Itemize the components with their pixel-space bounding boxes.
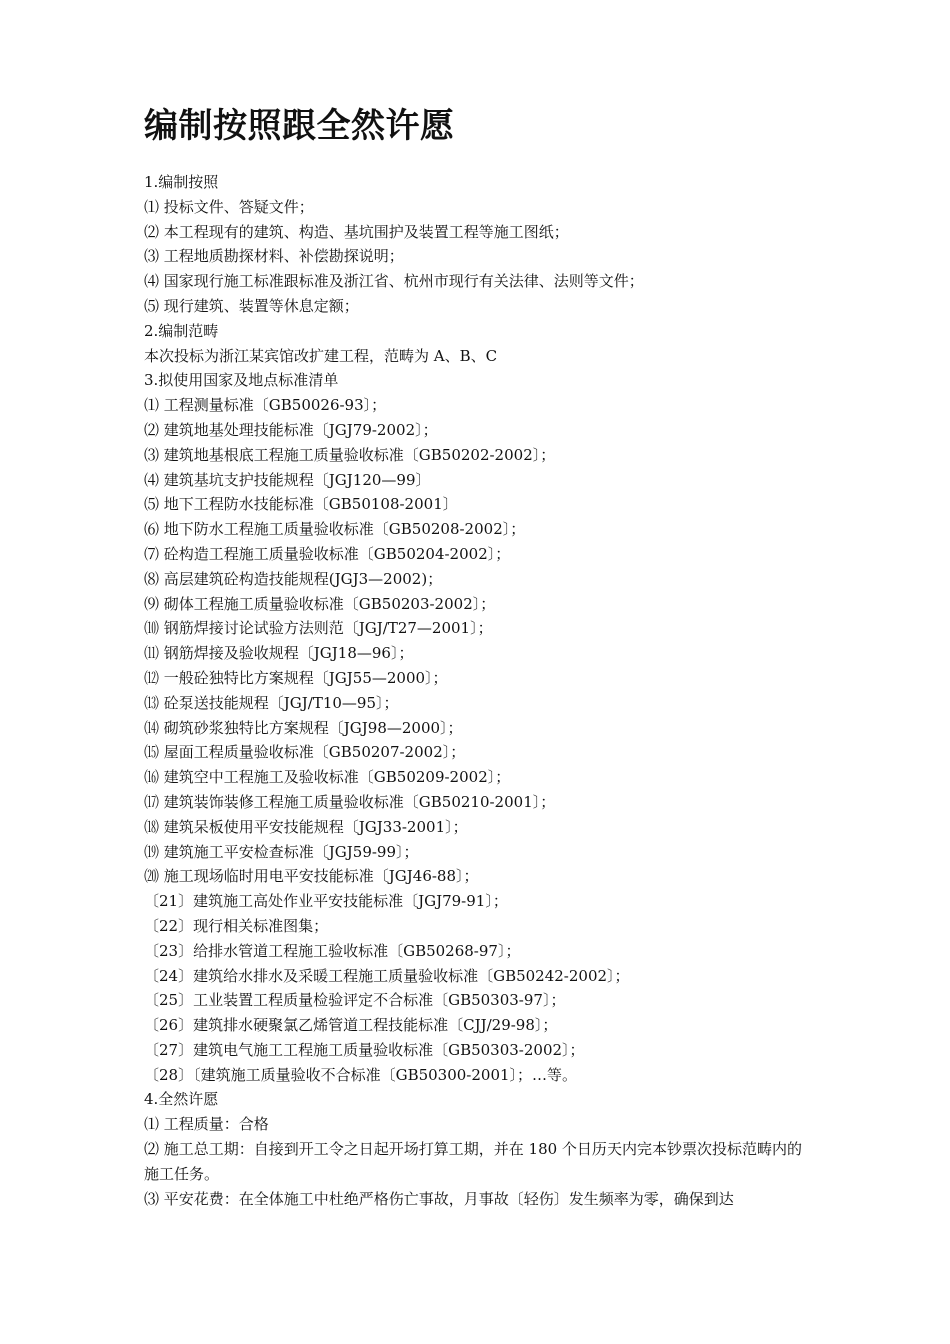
text-line: 〔24〕建筑给水排水及采暖工程施工质量验收标准〔GB50242-2002〕；: [144, 966, 630, 985]
text-line: ⒆ 建筑施工平安检查标准〔JGJ59-99〕；: [144, 842, 419, 861]
text-line: ⒀ 砼泵送技能规程〔JGJ/T10—95〕；: [144, 693, 399, 712]
text-line: ⑴ 投标文件、答疑文件；: [144, 197, 314, 216]
text-line: ⑵ 本工程现有的建筑、构造、基坑围护及装置工程等施工图纸；: [144, 222, 569, 241]
text-line: ⒃ 建筑空中工程施工及验收标准〔GB50209-2002〕；: [144, 768, 511, 787]
text-line: 〔28〕〔建筑施工质量验收不合标准〔GB50300-2001〕；…等。: [144, 1065, 578, 1084]
text-line: ⒇ 施工现场临时用电平安技能标准〔JGJ46-88〕；: [144, 867, 479, 886]
text-line: ⑴ 工程质量：合格: [144, 1115, 269, 1134]
text-line: ⑴ 工程测量标准〔GB50026-93〕；: [144, 396, 387, 415]
text-line: 〔26〕建筑排水硬聚氯乙烯管道工程技能标准〔CJJ/29-98〕；: [144, 1016, 558, 1035]
text-line: ⑸ 现行建筑、装置等休息定额；: [144, 296, 359, 315]
text-line: ⒂ 屋面工程质量验收标准〔GB50207-2002〕；: [144, 743, 466, 762]
text-line: ⑿ 一般砼独特比方案规程〔JGJ55—2000〕；: [144, 668, 448, 687]
text-line: 〔22〕现行相关标准图集；: [144, 916, 329, 935]
text-line: 〔23〕给排水管道工程施工验收标准〔GB50268-97〕；: [144, 941, 521, 960]
text-line: ⑼ 砌体工程施工质量验收标准〔GB50203-2002〕；: [144, 594, 496, 613]
text-line: 1.编制按照: [144, 173, 219, 191]
text-line: ⒁ 砌筑砂浆独特比方案规程〔JGJ98—2000〕；: [144, 718, 463, 737]
text-line: 〔25〕工业装置工程质量检验评定不合标准〔GB50303-97〕；: [144, 991, 566, 1010]
text-line: ⑷ 国家现行施工标准跟标准及浙江省、杭州市现行有关法律、法则等文件；: [144, 272, 644, 291]
text-line: 本次投标为浙江某宾馆改扩建工程，范畴为 A、B、C: [144, 346, 498, 365]
text-line: 〔21〕建筑施工高处作业平安技能标准〔JGJ79-91〕；: [144, 892, 508, 911]
text-line: ⑶ 工程地质勘探材料、补偿勘探说明；: [144, 247, 404, 266]
text-line: ⒄ 建筑装饰装修工程施工质量验收标准〔GB50210-2001〕；: [144, 792, 556, 811]
text-line: ⑷ 建筑基坑支护技能规程〔JGJ120—99〕: [144, 470, 431, 489]
text-line: ⒅ 建筑呆板使用平安技能规程〔JGJ33-2001〕；: [144, 817, 468, 836]
text-line: ⑸ 地下工程防水技能标准〔GB50108-2001〕: [144, 495, 458, 514]
text-line: ⑻ 高层建筑砼构造技能规程(JGJ3—2002)；: [144, 569, 443, 588]
document-body: [144, 170, 814, 1211]
text-line: ⑽ 钢筋焊接讨论试验方法则范〔JGJ/T27—2001〕；: [144, 619, 493, 638]
text-line: ⑵ 施工总工期：自接到开工令之日起开场打算工期，并在 180 个日历天内完本钞票次投标范畴内的施工任务。: [144, 1140, 802, 1183]
text-line: ⑾ 钢筋焊接及验收规程〔JGJ18—96〕；: [144, 644, 414, 663]
text-line: ⑹ 地下防水工程施工质量验收标准〔GB50208-2002〕；: [144, 520, 526, 539]
text-line: 3.拟使用国家及地点标准清单: [144, 371, 339, 390]
document-page: [144, 98, 814, 1211]
document-title: 编制按照跟全然许愿: [144, 106, 455, 146]
text-line: ⑵ 建筑地基处理技能标准〔JGJ79-2002〕；: [144, 420, 438, 439]
text-line: 4.全然许愿: [144, 1090, 219, 1109]
text-line: ⑶ 平安花费：在全体施工中杜绝严格伤亡事故，月事故〔轻伤〕发生频率为零，确保到达: [144, 1189, 734, 1208]
text-line: ⑶ 建筑地基根底工程施工质量验收标准〔GB50202-2002〕；: [144, 445, 556, 464]
text-line: 2.编制范畴: [144, 321, 219, 340]
text-line: ⑺ 砼构造工程施工质量验收标准〔GB50204-2002〕；: [144, 544, 511, 563]
text-line: 〔27〕建筑电气施工工程施工质量验收标准〔GB50303-2002〕；: [144, 1040, 585, 1059]
